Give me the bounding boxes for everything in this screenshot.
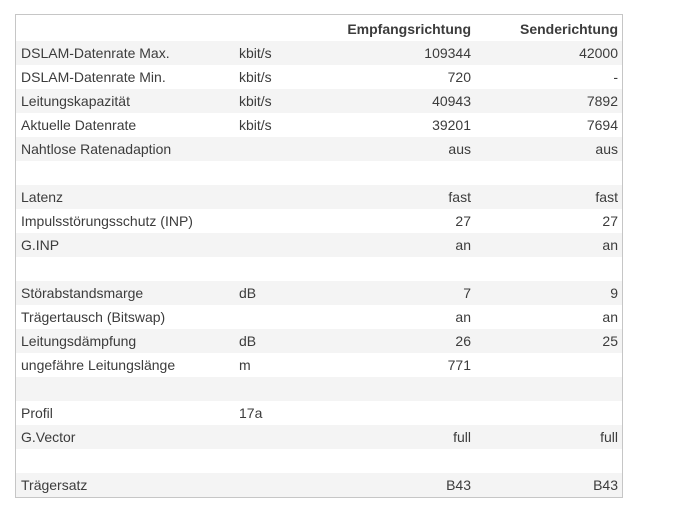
row-label: Trägertausch (Bitswap) [21, 309, 166, 325]
row-label: G.INP [21, 237, 60, 253]
row-label: Störabstandsmarge [21, 285, 144, 301]
row-upstream-value: aus [595, 141, 618, 157]
row-downstream-value: an [455, 237, 471, 253]
table-row [16, 209, 622, 233]
row-downstream-value: 39201 [432, 117, 471, 133]
row-label: Aktuelle Datenrate [21, 117, 137, 133]
row-upstream-value: - [613, 69, 618, 85]
table-row [16, 41, 622, 65]
table-row [16, 137, 622, 161]
row-unit: dB [239, 285, 257, 301]
table-row [16, 89, 622, 113]
row-downstream-value: an [455, 309, 471, 325]
table-row [16, 65, 622, 89]
row-downstream-value: 7 [463, 285, 471, 301]
table-row [16, 305, 622, 329]
row-upstream-value: 42000 [579, 45, 618, 61]
row-label: Profil [21, 405, 53, 421]
row-label: DSLAM-Datenrate Max. [21, 45, 170, 61]
row-label: DSLAM-Datenrate Min. [21, 69, 166, 85]
row-label: Leitungskapazität [21, 93, 130, 109]
row-unit: m [239, 357, 251, 373]
row-upstream-value: full [600, 429, 618, 445]
row-downstream-value: 720 [447, 69, 471, 85]
row-label: Latenz [21, 189, 64, 205]
row-downstream-value: fast [448, 189, 471, 205]
row-label: ungefähre Leitungslänge [21, 357, 176, 373]
row-downstream-value: aus [448, 141, 471, 157]
row-unit: kbit/s [239, 93, 272, 109]
row-downstream-value: 771 [447, 357, 471, 373]
table-row [16, 185, 622, 209]
row-upstream-value: 9 [610, 285, 618, 301]
row-downstream-value: 40943 [432, 93, 471, 109]
table-row [16, 161, 622, 185]
row-label: Leitungsdämpfung [21, 333, 137, 349]
row-upstream-value: 27 [602, 213, 618, 229]
row-label: Impulsstörungsschutz (INP) [21, 213, 193, 229]
row-downstream-value: 27 [455, 213, 471, 229]
row-unit: dB [239, 333, 257, 349]
row-upstream-value: 7892 [586, 93, 618, 109]
table-row [16, 449, 622, 473]
column-header-downstream: Empfangsrichtung [347, 21, 471, 37]
table-row [16, 401, 622, 425]
dsl-info-table [15, 14, 623, 498]
table-body [16, 41, 622, 497]
table-row [16, 473, 622, 497]
table-row [16, 281, 622, 305]
column-header-upstream: Senderichtung [519, 21, 618, 37]
table-row [16, 353, 622, 377]
table-row [16, 329, 622, 353]
row-upstream-value: 7694 [586, 117, 618, 133]
table-row [16, 257, 622, 281]
row-upstream-value: fast [595, 189, 618, 205]
table-row [16, 233, 622, 257]
row-downstream-value: 26 [455, 333, 471, 349]
row-unit: kbit/s [239, 69, 272, 85]
row-downstream-value: B43 [446, 477, 471, 493]
row-upstream-value: an [602, 237, 618, 253]
row-label: G.Vector [21, 429, 76, 445]
table-row [16, 377, 622, 401]
row-upstream-value: an [602, 309, 618, 325]
row-downstream-value: full [453, 429, 471, 445]
row-unit: kbit/s [239, 45, 272, 61]
row-unit: kbit/s [239, 117, 272, 133]
row-downstream-value: 109344 [424, 45, 471, 61]
row-label: Nahtlose Ratenadaption [21, 141, 172, 157]
row-upstream-value: 25 [602, 333, 618, 349]
table-row [16, 425, 622, 449]
table-header-row [16, 15, 622, 41]
row-upstream-value: B43 [593, 477, 618, 493]
row-label: Trägersatz [21, 477, 88, 493]
table-row [16, 113, 622, 137]
row-unit: 17a [239, 405, 263, 421]
